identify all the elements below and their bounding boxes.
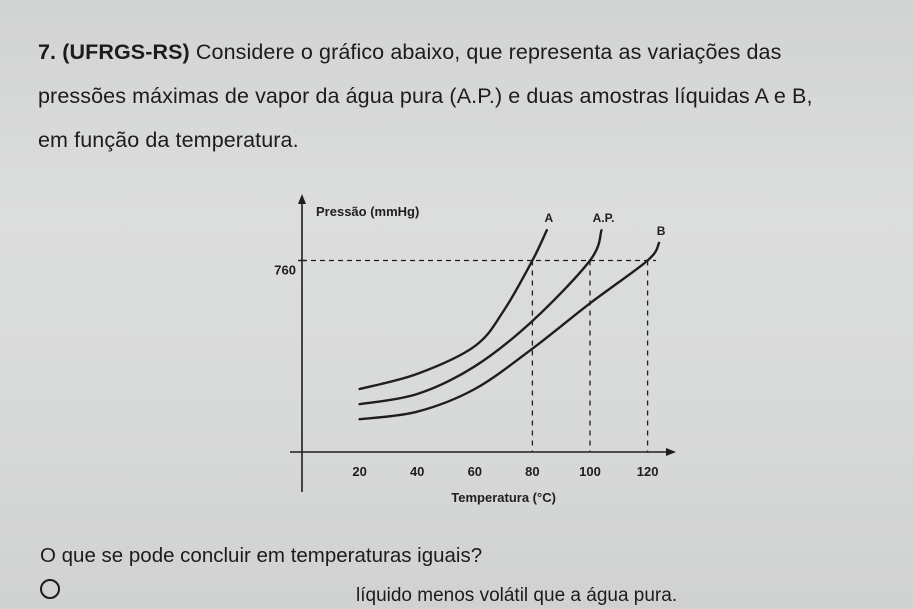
answer-option-radio[interactable] — [40, 578, 70, 602]
question-line-1-text: Considere o gráfico abaixo, que representa as variações das — [195, 40, 782, 64]
y-axis-title: Pressão (mmHg) — [316, 204, 420, 219]
question-number: 7. — [38, 40, 57, 64]
x-tick-label: 60 — [467, 464, 483, 479]
x-tick-label: 120 — [636, 464, 659, 479]
question-line-2: pressões máximas de vapor da água pura (A.P.) e duas amostras líquidas A e B, — [38, 84, 813, 108]
x-tick-label: 100 — [579, 464, 601, 479]
question-prompt: O que se pode concluir em temperaturas iguais? — [40, 544, 483, 567]
series-label: A — [544, 211, 554, 226]
x-tick-label: 80 — [525, 464, 540, 479]
x-axis-arrow-icon — [666, 448, 676, 456]
curve-ap — [360, 230, 602, 404]
x-tick-label: 20 — [352, 464, 367, 479]
x-axis-title: Temperatura (°C) — [451, 490, 556, 505]
series-label: A.P. — [592, 211, 615, 226]
answer-option-text: líquido menos volátil que a água pura. — [356, 585, 678, 606]
y-tick-label: 760 — [274, 262, 296, 278]
curve-a — [360, 230, 547, 389]
question-source: (UFRGS-RS) — [62, 40, 190, 64]
question-text — [38, 30, 898, 162]
y-axis-arrow-icon — [298, 194, 306, 204]
curve-b — [360, 243, 660, 419]
vapor-pressure-chart — [250, 190, 730, 510]
question-line-3: em função da temperatura. — [38, 128, 299, 152]
question-line-1 — [38, 30, 898, 74]
chart-svg — [250, 190, 730, 510]
radio-circle-icon[interactable] — [40, 579, 60, 599]
x-tick-label: 40 — [409, 464, 425, 479]
series-label: B — [656, 223, 666, 238]
